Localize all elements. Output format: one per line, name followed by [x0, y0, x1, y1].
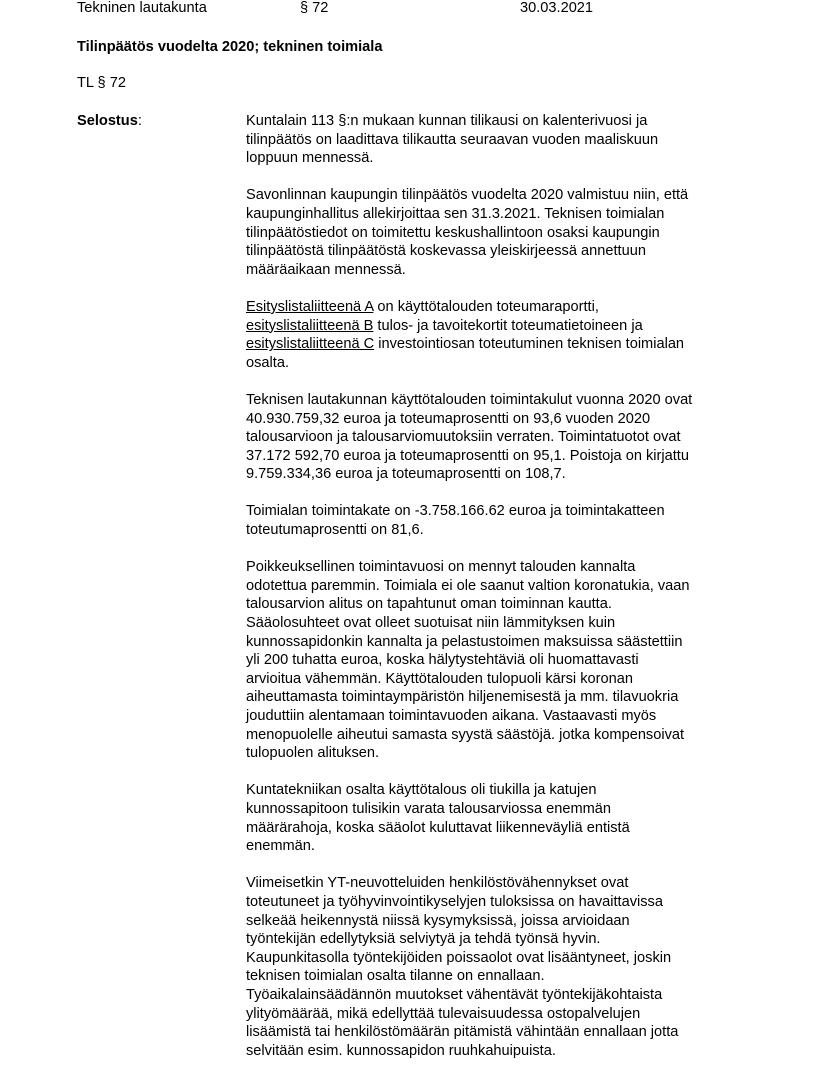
paragraph-line: toteutumaprosentti on 81,6. — [246, 522, 424, 539]
paragraph-6 — [246, 558, 746, 763]
paragraph-line: määrärahoja, koska sääolot kuluttavat liikenneväyliä entistä — [246, 819, 630, 836]
document-header — [0, 0, 816, 19]
paragraph-line: selvitään esim. kunnossapidon ruuhkahuipuista. — [246, 1042, 556, 1059]
attachment-line-a — [246, 298, 746, 317]
paragraph-5 — [246, 502, 746, 539]
paragraph-line: tilinpäätöstä tilinpäätöstä koskevassa yleiskirjeessä annettuun — [246, 243, 646, 260]
paragraph-line: toteutuneet ja työhyvinvointikyselyjen tuloksissa on havaittavissa — [246, 893, 663, 910]
paragraph-line: Poikkeuksellinen toimintavuosi on mennyt talouden kannalta — [246, 559, 636, 576]
paragraph-line: odotettua paremmin. Toimiala ei ole saanut valtion koronatukia, vaan — [246, 577, 690, 594]
paragraph-line: ylityömäärää, mikä edellyttää tulevaisuudessa ostopalvelujen — [246, 1005, 641, 1022]
paragraph-line: työntekijän edellytyksiä selviytyä ja tehdä työnsä hyvin. — [246, 931, 601, 948]
paragraph-line: teknisen toimialan osalta tilanne on ennallaan. — [246, 968, 545, 985]
paragraph-line: Savonlinnan kaupungin tilinpäätös vuodelta 2020 valmistuu niin, että — [246, 187, 689, 204]
attachment-b-link[interactable]: esityslistaliitteenä B — [246, 317, 374, 334]
paragraph-line: loppuun mennessä. — [246, 150, 374, 167]
paragraph-line: 9.759.334,36 euroa ja toteumaprosentti on 108,7. — [246, 466, 566, 483]
paragraph-line: lisäämistä tai henkilöstömäärän pitämistä vähintään ennallaan jotta — [246, 1024, 679, 1041]
selostus-label-colon: : — [137, 113, 142, 129]
section-reference: TL § 72 — [77, 75, 126, 91]
paragraph-line: tulopuolen alituksen. — [246, 745, 380, 762]
board-name: Tekninen lautakunta — [77, 0, 207, 16]
paragraph-line: Kaupunkitasolla työntekijöiden poissaolot ovat lisääntyneet, joskin — [246, 949, 672, 966]
paragraph-line: Viimeisetkin YT-neuvotteluiden henkilöstövähennykset ovat — [246, 875, 629, 892]
paragraph-1 — [246, 112, 746, 168]
paragraph-line: kunnossapidonkin kannalta ja pelastustoimen maksuissa säästettiin — [246, 633, 683, 650]
paragraph-7 — [246, 781, 746, 855]
paragraph-line: aiheuttamasta toimintaympäristön hiljenemisestä ja mm. tilavuokria — [246, 689, 679, 706]
paragraph-line: arvioitua vähemmän. Käyttötalouden tulopuoli kärsi koronan — [246, 670, 633, 687]
paragraph-line: selkeää heikennystä niissä kysymyksissä, joissa arvioidaan — [246, 912, 630, 929]
paragraph-line: tilinpäätöstiedot on toimitettu keskushallintoon osaksi kaupungin — [246, 224, 660, 241]
selostus-body — [246, 112, 746, 1079]
attachment-c-text: investointiosan toteutuminen teknisen toimialan — [374, 336, 685, 353]
attachment-tail: osalta. — [246, 354, 289, 371]
paragraph-line: 37.172 592,70 euroa ja toteumaprosentti on 95,1. Poistoja on kirjattu — [246, 447, 689, 464]
paragraph-line: talousarvioon ja talousarviomuutoksiin verraten. Toimintatuotot ovat — [246, 429, 681, 446]
paragraph-line: kunnossapitoon tulisikin varata talousarviossa enemmän — [246, 800, 612, 817]
paragraph-line: 40.930.759,32 euroa ja toteumaprosentti on 93,6 vuoden 2020 — [246, 410, 651, 427]
paragraph-line: Teknisen lautakunnan käyttötalouden toimintakulut vuonna 2020 ovat — [246, 391, 693, 408]
attachment-line-b — [246, 317, 746, 336]
paragraph-line: yli 200 tuhatta euroa, koska hälytystehtäviä oli huomattavasti — [246, 652, 639, 669]
paragraph-8 — [246, 874, 746, 1060]
paragraph-attachments — [246, 298, 746, 372]
paragraph-line: Kuntalain 113 §:n mukaan kunnan tilikausi on kalenterivuosi ja — [246, 113, 648, 129]
attachment-b-text: tulos- ja tavoitekortit toteumatietoineen ja — [373, 317, 643, 334]
paragraph-line: määräaikaan mennessä. — [246, 261, 406, 278]
paragraph-line: Sääolosuhteet ovat olleet suotuisat niin lämmityksen kuin — [246, 615, 616, 632]
attachment-a-text: on käyttötalouden toteumaraportti, — [373, 298, 599, 315]
paragraph-line: Kuntatekniikan osalta käyttötalous oli tiukilla ja katujen — [246, 782, 597, 799]
attachment-line-c — [246, 335, 746, 354]
paragraph-line: enemmän. — [246, 838, 315, 855]
attachment-a-link[interactable]: Esityslistaliitteenä A — [246, 298, 374, 315]
attachment-c-link[interactable]: esityslistaliitteenä C — [246, 336, 375, 353]
section-number: § 72 — [300, 0, 329, 16]
paragraph-4 — [246, 391, 746, 484]
paragraph-line: tilinpäätös on laadittava tilikautta seuraavan vuoden maaliskuun — [246, 131, 659, 148]
paragraph-line: menopuolelle aiheutui samasta syystä säästöjä. jotka kompensoivat — [246, 726, 685, 743]
selostus-label-text: Selostus — [77, 113, 138, 129]
paragraph-line: Työaikalainsäädännön muutokset vähentävät työntekijäkohtaista — [246, 986, 663, 1003]
paragraph-2 — [246, 186, 746, 279]
meeting-date: 30.03.2021 — [520, 0, 594, 16]
selostus-label — [77, 112, 142, 131]
paragraph-line: talousarvion alitus on tapahtunut oman toiminnan kautta. — [246, 596, 612, 613]
paragraph-line: kaupunginhallitus allekirjoittaa sen 31.3.2021. Teknisen toimialan — [246, 205, 665, 222]
paragraph-line: jouduttiin alentamaan toimintavuoden aikana. Vastaavasti myös — [246, 708, 657, 724]
paragraph-line: Toimialan toimintakate on -3.758.166.62 euroa ja toimintakatteen — [246, 503, 665, 520]
document-title: Tilinpäätös vuodelta 2020; tekninen toimiala — [77, 39, 383, 55]
